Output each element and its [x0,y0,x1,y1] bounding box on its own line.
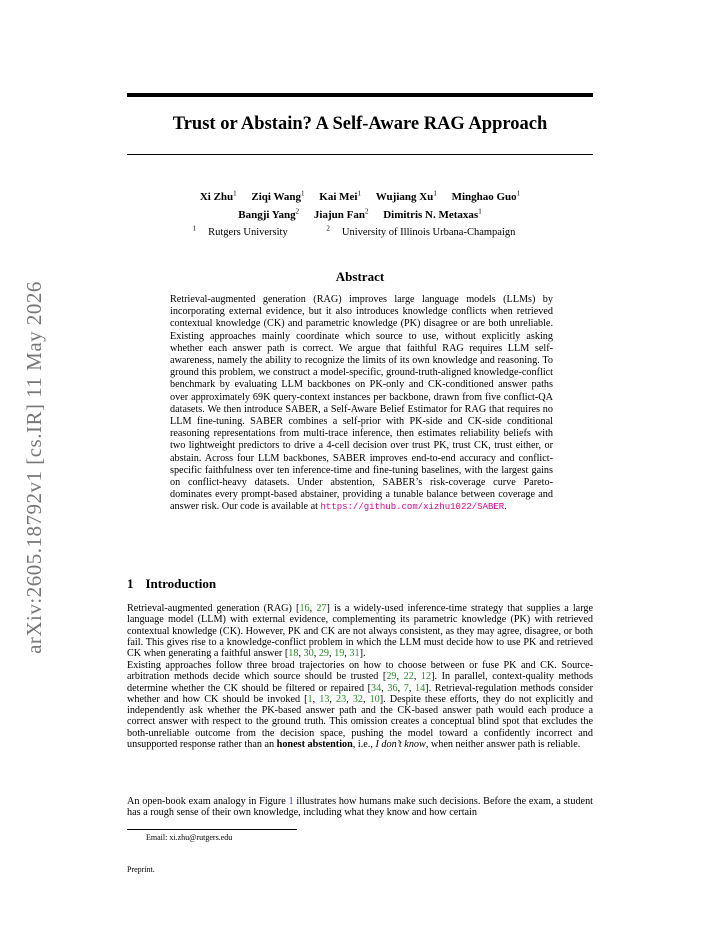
author: Ziqi Wang$^1$ [251,189,305,203]
citation-link[interactable]: 27 [316,603,327,614]
citation-link[interactable]: 12 [420,671,432,683]
citation-link[interactable]: 10 [369,693,380,705]
intro-paragraph-1: Retrieval-augmented generation (RAG) [16, 27] is a widely-used inference-time strategy that supplies a large language model (LLM) with external evidence, complementing its parametric knowledge (PK) with retrieved contextual knowledge (CK). However, PK and CK are not always consistent, as they may agree, disagree, or both fail. This gives rise to a knowledge-conflict problem in which the LLM must decide how to use PK and retrieved CK when generating a faithful answer [18, 30, 29, 19, 31]. [127,603,594,660]
title-bottom-rule [127,154,593,155]
author-list [127,186,593,223]
footnote-rule [127,829,297,830]
citation-link[interactable]: 29 [386,671,397,683]
author: Minghao Guo$^1$ [451,189,521,203]
author: Dimitris N. Metaxas$^1$ [383,207,482,222]
citation-link[interactable]: 31 [349,648,360,660]
code-link[interactable]: https://github.com/xizhu1022/SABER [320,502,505,513]
abstract-text: Retrieval-augmented generation (RAG) improves large language models (LLMs) by incorporating external evidence, but it also introduces knowledge conflicts when retrieved contextual knowledge (CK) and parametric knowledge (PK) disagree or are both unreliable. Existing approaches mainly coordinate which source to use, without explicitly asking whether each answer path is correct. We argue that faithful RAG requires LLM self-awareness, namely the ability to recognize the limits of its own knowledge and reasoning. To ground this problem, we construct a model-specific, ground-truth-aligned knowledge-conflict benchmark by evaluating LLM backbones on PK-only and CK-conditioned answer paths over approximately 69K query-context instances per backbone, drawn from five conflict-QA datasets. We then introduce SABER, a Self-Aware Belief Estimator for RAG that requires no LLM fine-tuning. SABER combines a self-prior with PK-side and CK-side conditional reasoning representations from multi-trace inference, then estimates reliability beliefs with two lightweight predictors to drive a 4-cell decision over trust PK, trust CK, trust either, or abstain. Across four LLM backbones, SABER improves end-to-end accuracy and conflict-specific faithfulness over ten inference-time and fine-tuning baselines, with the largest gains on conflict-heavy datasets. Under abstention, SABER’s risk-coverage curve Pareto-dominates every prompt-based abstainer, providing a tunable balance between coverage and answer risk. [170,294,553,513]
citation-link[interactable]: 32 [352,693,363,705]
citation-link[interactable]: 1 [307,693,313,705]
paper-title: Trust or Abstain? A Self-Aware RAG Approach [172,114,548,134]
citation-link[interactable]: 16 [299,603,310,614]
title-top-rule [127,93,593,97]
citation-link[interactable]: 29 [318,648,329,660]
intro-paragraph-3: An open-book exam analogy in Figure 1 illustrates how humans make such decisions. Before the exam, a student has a rough sense of their own knowledge, including what they know and how certain [127,796,593,819]
figure-link[interactable]: 1 [288,796,294,807]
abstract-heading: Abstract [335,269,385,284]
code-prefix: Our code is available at [221,501,318,513]
affiliation: $^2$ University of Illinois Urbana-Champaign [326,224,516,238]
citation-link[interactable]: 22 [403,671,414,683]
intro-paragraph-2: Existing approaches follow three broad trajectories on how to choose between or fuse PK and CK. Source-arbitration methods decide which source should be trusted [29, 22, 12]. In parallel, context-quality methods determine whether the CK should be filtered or repaired [34, 36, 7, 14]. Retrieval-regulation methods consider whether and how CK should be invoked [1, 13, 23, 32, 10]. Despite these efforts, they do not explicitly and independently ask whether the PK-based answer path and the CK-based answer path would each produce a correct answer with respect to the ground truth. This omission creates a conceptual blind spot that excludes the both-unreliable outcome from the decision space, pushing the model toward a confidently incorrect and unsupported response rather than an honest abstention, i.e., I don’t know, when neither answer path is reliable. [127,660,594,751]
arxiv-identifier [14,262,54,672]
citation-link[interactable]: 19 [334,648,345,660]
author: Xi Zhu$^1$ [199,189,237,203]
section-heading-introduction: 1 Introduction [127,576,217,591]
citation-link[interactable]: 18 [288,648,299,660]
author: Kai Mei$^1$ [319,189,361,203]
citation-link[interactable]: 13 [319,693,330,705]
arxiv-id-text: arXiv:2605.18792v1 [cs.IR] 11 May 2026 [21,280,46,654]
author: Wujiang Xu$^1$ [375,189,437,203]
citation-link[interactable]: 30 [303,648,314,660]
author: Bangji Yang$^2$ [238,207,300,222]
citation-link[interactable]: 7 [403,682,409,694]
preprint-label: Preprint. [127,865,155,874]
abstract-body: Retrieval-augmented generation (RAG) improves large language models (LLMs) by incorporating external evidence, but it also introduces knowledge conflicts when retrieved contextual knowledge (CK) and parametric knowledge (PK) disagree or are both unreliable. Existing approaches mainly coordinate which source to use, without explicitly asking whether each answer path is correct. We argue that faithful RAG requires LLM self-awareness, namely the ability to recognize the limits of its own knowledge and reasoning. To ground this problem, we construct a model-specific, ground-truth-aligned knowledge-conflict benchmark by evaluating LLM backbones on PK-only and CK-conditioned answer paths over approximately 69K query-context instances per backbone, drawn from five conflict-QA datasets. We then introduce SABER, a Self-Aware Belief Estimator for RAG that requires no LLM fine-tuning. SABER combines a self-prior with PK-side and CK-side conditional reasoning representations from multi-trace inference, then estimates reliability beliefs with two lightweight predictors to drive a 4-cell decision over trust PK, trust CK, trust either, or abstain. Across four LLM backbones, SABER improves end-to-end accuracy and conflict-specific faithfulness over ten inference-time and fine-tuning baselines, with the largest gains on conflict-heavy datasets. Under abstention, SABER’s risk-coverage curve Pareto-dominates every prompt-based abstainer, providing a tunable balance between coverage and answer risk. Our code is available at https://github.com/xizhu1022/SABER. [170,294,553,513]
citation-link[interactable]: 36 [387,682,398,694]
citation-link[interactable]: 34 [371,682,382,694]
footnote-email: Email: xi.zhu@rutgers.edu [146,833,233,842]
author: Jiajun Fan$^2$ [313,207,369,222]
affiliations [127,224,593,238]
affiliation: $^1$ Rutgers University [192,224,288,238]
citation-link[interactable]: 14 [414,682,426,694]
citation-link[interactable]: 23 [336,693,347,705]
